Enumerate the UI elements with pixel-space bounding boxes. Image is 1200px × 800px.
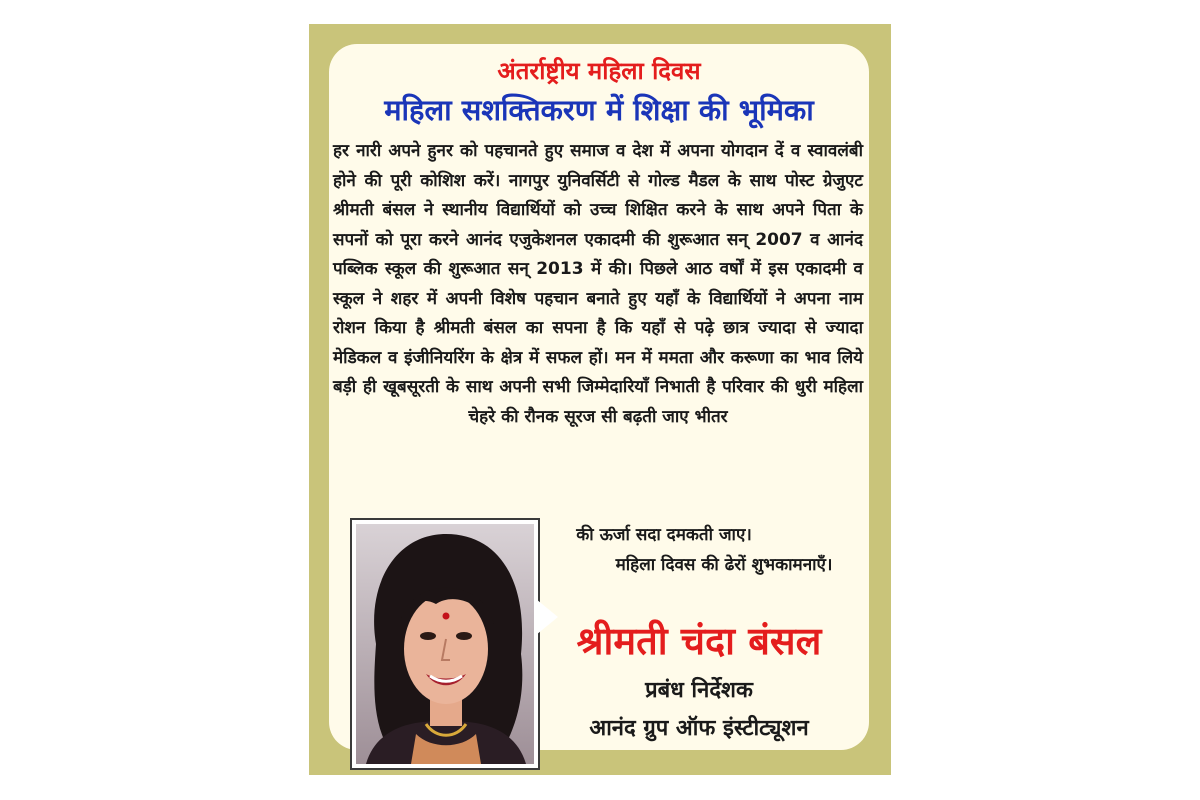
main-title: अंतर्राष्ट्रीय महिला दिवस <box>497 57 701 85</box>
content-panel <box>329 44 869 750</box>
closing-line: की ऊर्जा सदा दमकती जाए। <box>576 525 752 545</box>
organization-name: आनंद ग्रुप ऑफ इंस्टीट्यूशन <box>589 716 809 741</box>
body-paragraph: हर नारी अपने हुनर को पहचानते हुए समाज व देश में अपना योगदान दें व स्वावलंबी होने की पूरी कोशिश करें। नागपुर युनिवर्सिटी से गोल्ड मैडल के साथ पोस्ट ग्रेजुएट श्रीमती बंसल ने स्थानीय विद्यार्थियों को उच्च शिक्षित करने के साथ अपने पिता के सपनों को पूरा करने आनंद एजुकेशनल एकादमी की शुरूआत सन् 2007 व आनंद पब्लिक स्कूल की शुरूआत सन् 2013 में की। पिछले आठ वर्षों में इस एकादमी व स्कूल ने शहर में अपनी विशेष पहचान बनाते हुए यहाँ के विद्यार्थियों ने अपना नाम रोशन किया है श्रीमती बंसल का सपना है कि यहाँ से पढ़े छात्र ज्यादा से ज्यादा मेडिकल व इंजीनियरिंग के क्षेत्र में सफल हों। मन में ममता और करूणा का भाव लिये बड़ी ही खूबसूरती के साथ अपनी सभी जिम्मेदारियाँ निभाती है परिवार की धुरी महिला चेहरे की रौनक सूरज सी बढ़ती जाए भीतर <box>333 141 863 427</box>
signatory-role: प्रबंध निर्देशक <box>645 678 753 703</box>
wishes-line: महिला दिवस की ढेरों शुभकामनाएँ। <box>615 555 833 575</box>
subtitle: महिला सशक्तिकरण में शिक्षा की भूमिका <box>384 93 814 127</box>
portrait-photo <box>356 524 534 764</box>
signatory-name: श्रीमती चंदा बंसल <box>576 619 822 663</box>
advertisement-card <box>309 24 891 775</box>
portrait-photo-frame <box>350 518 540 770</box>
